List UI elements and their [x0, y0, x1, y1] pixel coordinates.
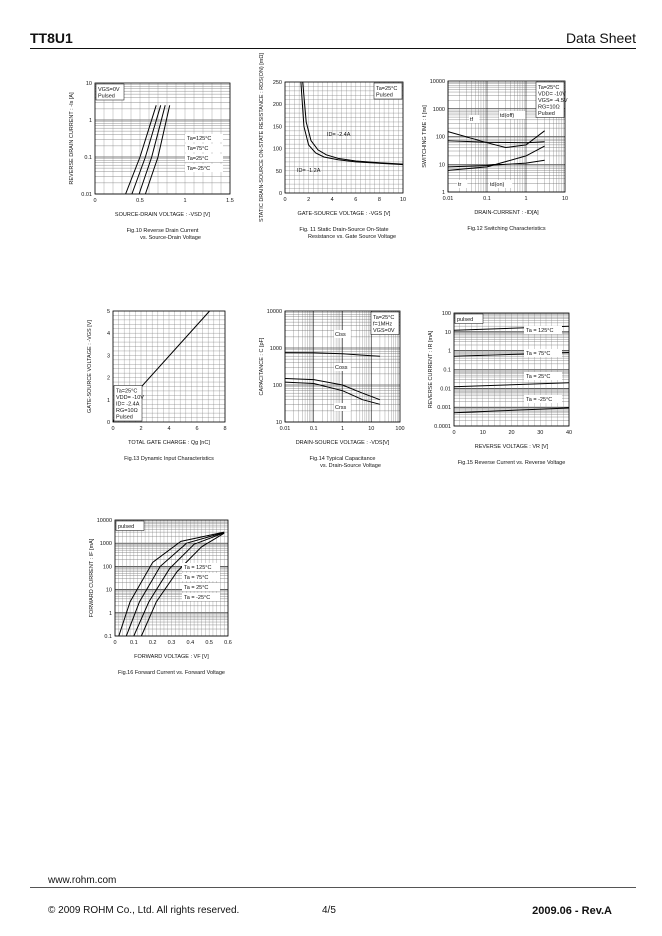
y-tick-label: 10 — [444, 329, 451, 336]
x-tick-label: 2 — [139, 426, 143, 432]
x-tick-label: 4 — [330, 197, 334, 203]
x-tick-label: 0.01 — [279, 426, 291, 432]
footer-url: www.rohm.com — [48, 875, 117, 886]
y-tick-label: 1 — [447, 348, 451, 355]
x-axis-label: REVERSE VOLTAGE : VR [V] — [474, 444, 549, 450]
x-tick-label: 1 — [524, 196, 528, 202]
y-axis-label: FORWARD CURRENT : IF [mA] — [89, 538, 95, 618]
part-number: TT8U1 — [30, 30, 73, 46]
figure-caption: Fig.13 Dynamic Input Characteristics — [124, 456, 214, 462]
y-tick-label: 2 — [106, 375, 110, 382]
condition-text: VGS= -4.5V — [538, 98, 568, 104]
x-tick-label: 6 — [354, 197, 358, 203]
y-tick-label: 1 — [88, 118, 92, 124]
x-axis-label: TOTAL GATE CHARGE : Qg [nC] — [128, 440, 210, 446]
x-tick-label: 0.1 — [130, 640, 138, 646]
condition-text: VDD= -10V — [116, 395, 144, 401]
curve-label: td(off) — [500, 113, 515, 119]
x-tick-label: 4 — [167, 426, 171, 432]
y-tick-label: 0.1 — [104, 634, 112, 640]
figure-caption: Fig.15 Reverse Current vs. Reverse Voltage — [457, 460, 566, 466]
y-tick-label: 0 — [278, 191, 282, 197]
y-tick-label: 0.01 — [81, 192, 92, 198]
x-tick-label: 0.1 — [483, 196, 491, 202]
curve-label: tr — [458, 182, 462, 188]
y-tick-label: 0 — [106, 420, 110, 426]
figure-caption: Resistance vs. Gate Source Voltage — [307, 234, 397, 240]
x-tick-label: 10 — [561, 196, 569, 202]
x-tick-label: 1.5 — [226, 198, 234, 204]
y-tick-label: 100 — [102, 564, 112, 571]
y-tick-label: 0.0001 — [434, 424, 451, 430]
x-tick-label: 0.01 — [442, 196, 454, 202]
curve-label: Coss — [335, 365, 348, 371]
y-axis-label: SWITCHING TIME : t [ns] — [422, 105, 428, 168]
y-tick-label: 5 — [106, 309, 110, 315]
x-tick-label: 2 — [307, 197, 311, 203]
x-tick-label: 0.2 — [148, 640, 157, 646]
legend-label: Ta=25°C — [187, 156, 209, 162]
annotation-label: ID= -2.4A — [327, 132, 351, 138]
x-tick-label: 1 — [340, 426, 345, 432]
condition-text: Pulsed — [538, 111, 555, 117]
y-tick-label: 100 — [441, 311, 451, 317]
x-tick-label: 0.5 — [136, 198, 144, 204]
y-axis-label: REVERSE DRAIN CURRENT : -Is [A] — [69, 92, 75, 185]
legend-label: Ta = 125°C — [184, 565, 212, 571]
x-axis-label: DRAIN-CURRENT : -ID[A] — [474, 210, 539, 216]
x-tick-label: 30 — [537, 430, 544, 436]
y-tick-label: 150 — [272, 124, 282, 131]
y-tick-label: 200 — [272, 102, 282, 109]
x-tick-label: 0.4 — [186, 640, 195, 646]
y-tick-label: 0.1 — [84, 155, 92, 161]
legend-label: Ta = -25°C — [184, 595, 211, 601]
condition-text: f=1MHz — [373, 321, 393, 328]
y-tick-label: 10 — [85, 81, 92, 87]
condition-text: Pulsed — [98, 93, 115, 100]
y-tick-label: 0.001 — [437, 405, 451, 412]
y-tick-label: 100 — [435, 134, 445, 141]
y-tick-label: 50 — [275, 168, 282, 175]
condition-text: Pulsed — [376, 92, 393, 99]
figure-caption: Fig.14 Typical Capacitance — [309, 456, 376, 462]
footer-page-number: 4/5 — [322, 905, 336, 916]
x-tick-label: 0.5 — [205, 640, 213, 646]
figure-caption: Fig. 11 Static Drain-Source On-State — [299, 227, 389, 233]
curve-label: td(on) — [490, 182, 505, 188]
footer-copyright: © 2009 ROHM Co., Ltd. All rights reserved. — [48, 905, 240, 916]
condition-text: Ta=25°C — [538, 85, 560, 91]
y-tick-label: 100 — [272, 383, 282, 389]
y-tick-label: 10 — [105, 587, 112, 594]
y-tick-label: 1000 — [99, 541, 112, 548]
x-tick-label: 0.6 — [224, 640, 232, 646]
y-tick-label: 1000 — [269, 346, 282, 352]
x-tick-label: 20 — [508, 430, 515, 436]
y-tick-label: 4 — [106, 331, 110, 338]
condition-text: VDD= -10V — [538, 91, 566, 98]
legend-label: Ta = -25°C — [526, 397, 553, 403]
x-tick-label: 0.3 — [167, 640, 176, 646]
y-axis-label: STATIC DRAIN-SOURCE ON-STATE RESISTANCE : RDS(ON) [mΩ] — [259, 53, 265, 222]
condition-text: ID= -2.4A — [116, 401, 140, 408]
x-tick-label: 8 — [377, 197, 381, 203]
curve-label: tf — [470, 117, 474, 123]
figure-caption: vs. Drain-Source Voltage — [320, 463, 381, 469]
y-tick-label: 0.01 — [440, 386, 451, 393]
y-tick-label: 0.1 — [443, 367, 451, 374]
y-tick-label: 250 — [272, 80, 282, 86]
legend-label: Ta = 75°C — [184, 575, 209, 581]
condition-text: Pulsed — [116, 414, 133, 421]
y-tick-label: 100 — [272, 146, 282, 153]
y-tick-label: 10000 — [266, 309, 282, 315]
condition-text: Ta=25°C — [376, 86, 398, 92]
condition-text: VGS=0V — [373, 328, 395, 334]
y-tick-label: 10000 — [96, 518, 112, 524]
curve-label: Ciss — [335, 332, 346, 338]
legend-label: Ta=-25°C — [187, 166, 211, 172]
condition-text: pulsed — [118, 524, 135, 530]
figure-caption: Fig.10 Reverse Drain Current — [126, 228, 199, 234]
condition-text: pulsed — [457, 317, 474, 323]
condition-text: VGS=0V — [98, 87, 120, 93]
footer-divider — [30, 887, 636, 888]
y-axis-label: REVERSE CURRENT : IR [mA] — [428, 330, 434, 409]
y-tick-label: 1 — [106, 397, 110, 404]
x-tick-label: 10 — [368, 426, 375, 432]
x-axis-label: SOURCE-DRAIN VOLTAGE : -VSD [V] — [114, 212, 211, 218]
figure-caption: vs. Source-Drain Voltage — [140, 235, 201, 241]
x-axis-label: GATE-SOURCE VOLTAGE : -VGS [V] — [297, 211, 391, 217]
y-tick-label: 10 — [275, 420, 282, 426]
x-axis-label: FORWARD VOLTAGE : VF [V] — [134, 654, 209, 660]
legend-label: Ta=75°C — [187, 146, 209, 152]
x-tick-label: 6 — [195, 426, 199, 432]
y-tick-label: 10000 — [429, 79, 445, 85]
x-tick-label: 8 — [223, 426, 227, 432]
footer-revision: 2009.06 - Rev.A — [532, 905, 612, 917]
legend-label: Ta = 25°C — [526, 374, 551, 380]
x-tick-label: 100 — [395, 426, 405, 432]
condition-text: Ta=25°C — [116, 388, 138, 395]
x-tick-label: 0.1 — [309, 426, 318, 432]
legend-label: Ta = 125°C — [526, 328, 554, 334]
x-tick-label: 0 — [283, 197, 287, 203]
x-axis-label: DRAIN-SOURCE VOLTAGE : -VDS[V] — [295, 440, 390, 446]
y-tick-label: 1 — [441, 190, 445, 196]
condition-text: Ta=25°C — [373, 315, 395, 321]
y-tick-label: 1000 — [432, 106, 445, 113]
x-tick-label: 10 — [399, 197, 407, 203]
annotation-label: ID= -1.2A — [297, 168, 321, 174]
x-tick-label: 0 — [111, 426, 115, 432]
y-axis-label: CAPACITANCE : C [pF] — [259, 337, 265, 396]
curve-label: Crss — [335, 405, 347, 411]
document-type: Data Sheet — [565, 30, 636, 46]
figure-caption: Fig.16 Forward Current vs. Forward Voltage — [118, 670, 225, 676]
y-tick-label: 10 — [438, 162, 445, 169]
legend-label: Ta=125°C — [187, 136, 212, 142]
condition-text: RG=10Ω — [538, 104, 560, 111]
x-tick-label: 0 — [93, 198, 97, 204]
x-tick-label: 40 — [565, 430, 573, 436]
y-axis-label: GATE-SOURCE VOLTAGE : -VGS [V] — [87, 320, 93, 413]
x-tick-label: 10 — [479, 430, 486, 436]
legend-label: Ta = 25°C — [184, 585, 209, 591]
figure-caption: Fig.12 Switching Characteristics — [467, 226, 546, 232]
y-tick-label: 3 — [106, 353, 110, 360]
y-tick-label: 1 — [108, 610, 112, 617]
x-tick-label: 0 — [113, 640, 117, 646]
legend-label: Ta = 75°C — [526, 351, 551, 357]
x-tick-label: 1 — [183, 198, 187, 204]
x-tick-label: 0 — [452, 430, 456, 436]
condition-text: RG=10Ω — [116, 408, 138, 414]
